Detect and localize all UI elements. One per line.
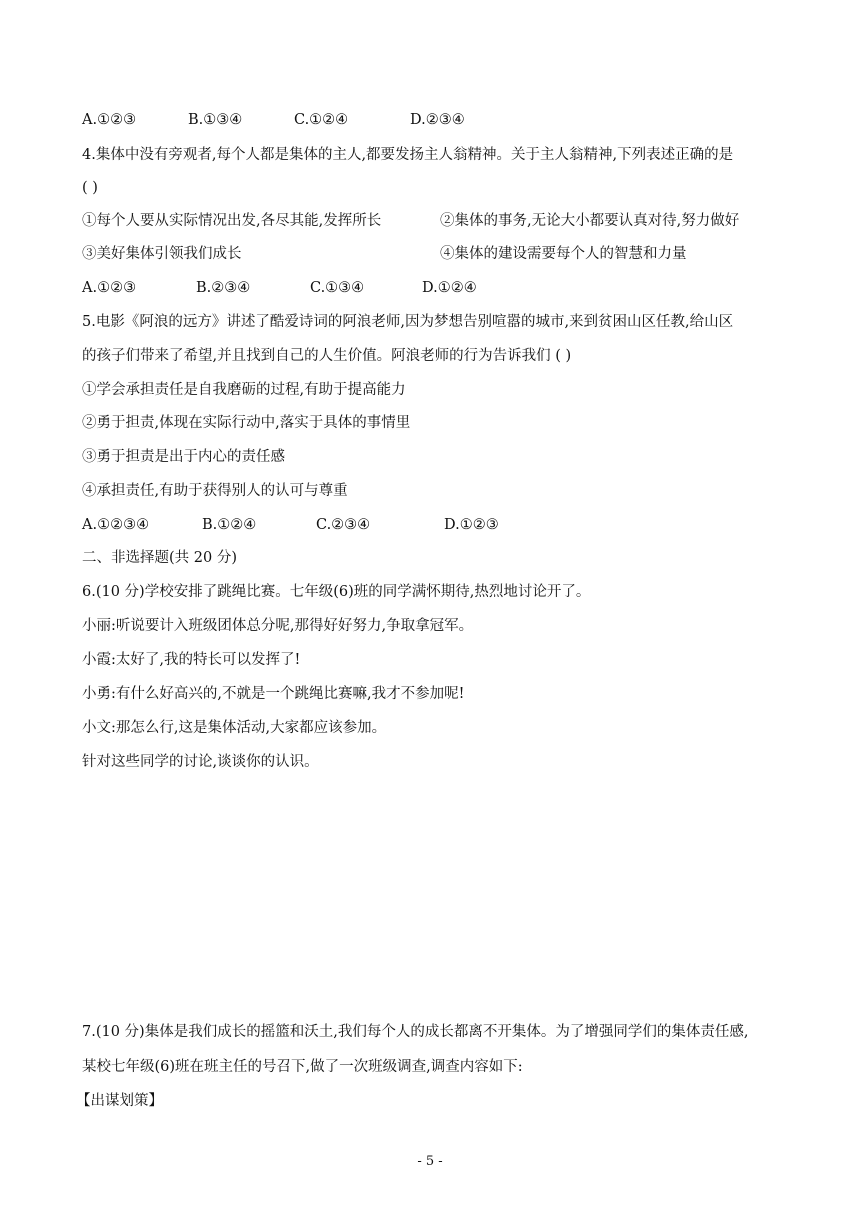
q4-item-2-row	[440, 211, 739, 231]
q7-stem-line-1: 7.(10 分)集体是我们成长的摇篮和沃土,我们每个人的成长都离不开集体。为了增强同学们的集体责任感,	[82, 1024, 749, 1040]
q4-item-3: ③美好集体引领我们成长	[82, 246, 242, 262]
q5-item-4: ④承担责任,有助于获得别人的认可与尊重	[82, 483, 348, 499]
q6-dialogue-xiaoli: 小丽:听说要计入班级团体总分呢,那得好好努力,争取拿冠军。	[82, 618, 474, 634]
q5-option-a: A.①②③④	[82, 517, 150, 533]
q4-option-b: B.②③④	[196, 280, 251, 296]
q7-stem-line-2: 某校七年级(6)班在班主任的号召下,做了一次班级调查,调查内容如下:	[82, 1059, 523, 1075]
q3-option-a: A.①②③	[82, 112, 137, 128]
q3-option-c: C.①②④	[294, 112, 349, 128]
page-number: - 5 -	[417, 1154, 443, 1169]
q5-stem-line-1: 5.电影《阿浪的远方》讲述了酷爱诗词的阿浪老师,因为梦想告别喧嚣的城市,来到贫困山区任教,给山区	[82, 314, 734, 330]
q5-stem-line-2: 的孩子们带来了希望,并且找到自己的人生价值。阿浪老师的行为告诉我们 ( )	[82, 348, 572, 364]
q5-option-b: B.①②④	[202, 517, 257, 533]
q4-stem: 4.集体中没有旁观者,每个人都是集体的主人,都要发扬主人翁精神。关于主人翁精神,下列表述正确的是	[82, 147, 734, 163]
q6-dialogue-xiaowen: 小文:那怎么行,这是集体活动,大家都应该参加。	[82, 720, 387, 736]
q5-option-c: C.②③④	[316, 517, 371, 533]
q4-option-d: D.①②④	[422, 280, 477, 296]
q6-prompt: 针对这些同学的讨论,谈谈你的认识。	[82, 754, 319, 770]
section-2-title: 二、非选择题(共 20 分)	[82, 550, 237, 566]
q5-item-3: ③勇于担责是出于内心的责任感	[82, 449, 285, 465]
q5-item-2: ②勇于担责,体现在实际行动中,落实于具体的事情里	[82, 415, 411, 431]
q4-item-2: ②集体的事务,无论大小都要认真对待,努力做好	[440, 213, 740, 229]
q5-item-1: ①学会承担责任是自我磨砺的过程,有助于提高能力	[82, 382, 406, 398]
q4-item-1: ①每个人要从实际情况出发,各尽其能,发挥所长	[82, 213, 382, 229]
q3-option-d: D.②③④	[410, 112, 465, 128]
q3-option-b: B.①③④	[188, 112, 243, 128]
q4-answer-blank: ( )	[82, 180, 98, 196]
q6-answer-space	[82, 780, 782, 1000]
q5-option-d: D.①②③	[444, 517, 499, 533]
q6-dialogue-xiaoyong: 小勇:有什么好高兴的,不就是一个跳绳比赛嘛,我才不参加呢!	[82, 686, 465, 702]
q7-heading: 【出谋划策】	[76, 1093, 163, 1109]
q4-option-a: A.①②③	[82, 280, 137, 296]
q6-stem: 6.(10 分)学校安排了跳绳比赛。七年级(6)班的同学满怀期待,热烈地讨论开了。	[82, 584, 591, 600]
q4-item-4: ④集体的建设需要每个人的智慧和力量	[440, 246, 687, 262]
q4-option-c: C.①③④	[310, 280, 365, 296]
q4-item-row-1	[82, 211, 381, 231]
q6-dialogue-xiaoxia: 小霞:太好了,我的特长可以发挥了!	[82, 652, 301, 668]
